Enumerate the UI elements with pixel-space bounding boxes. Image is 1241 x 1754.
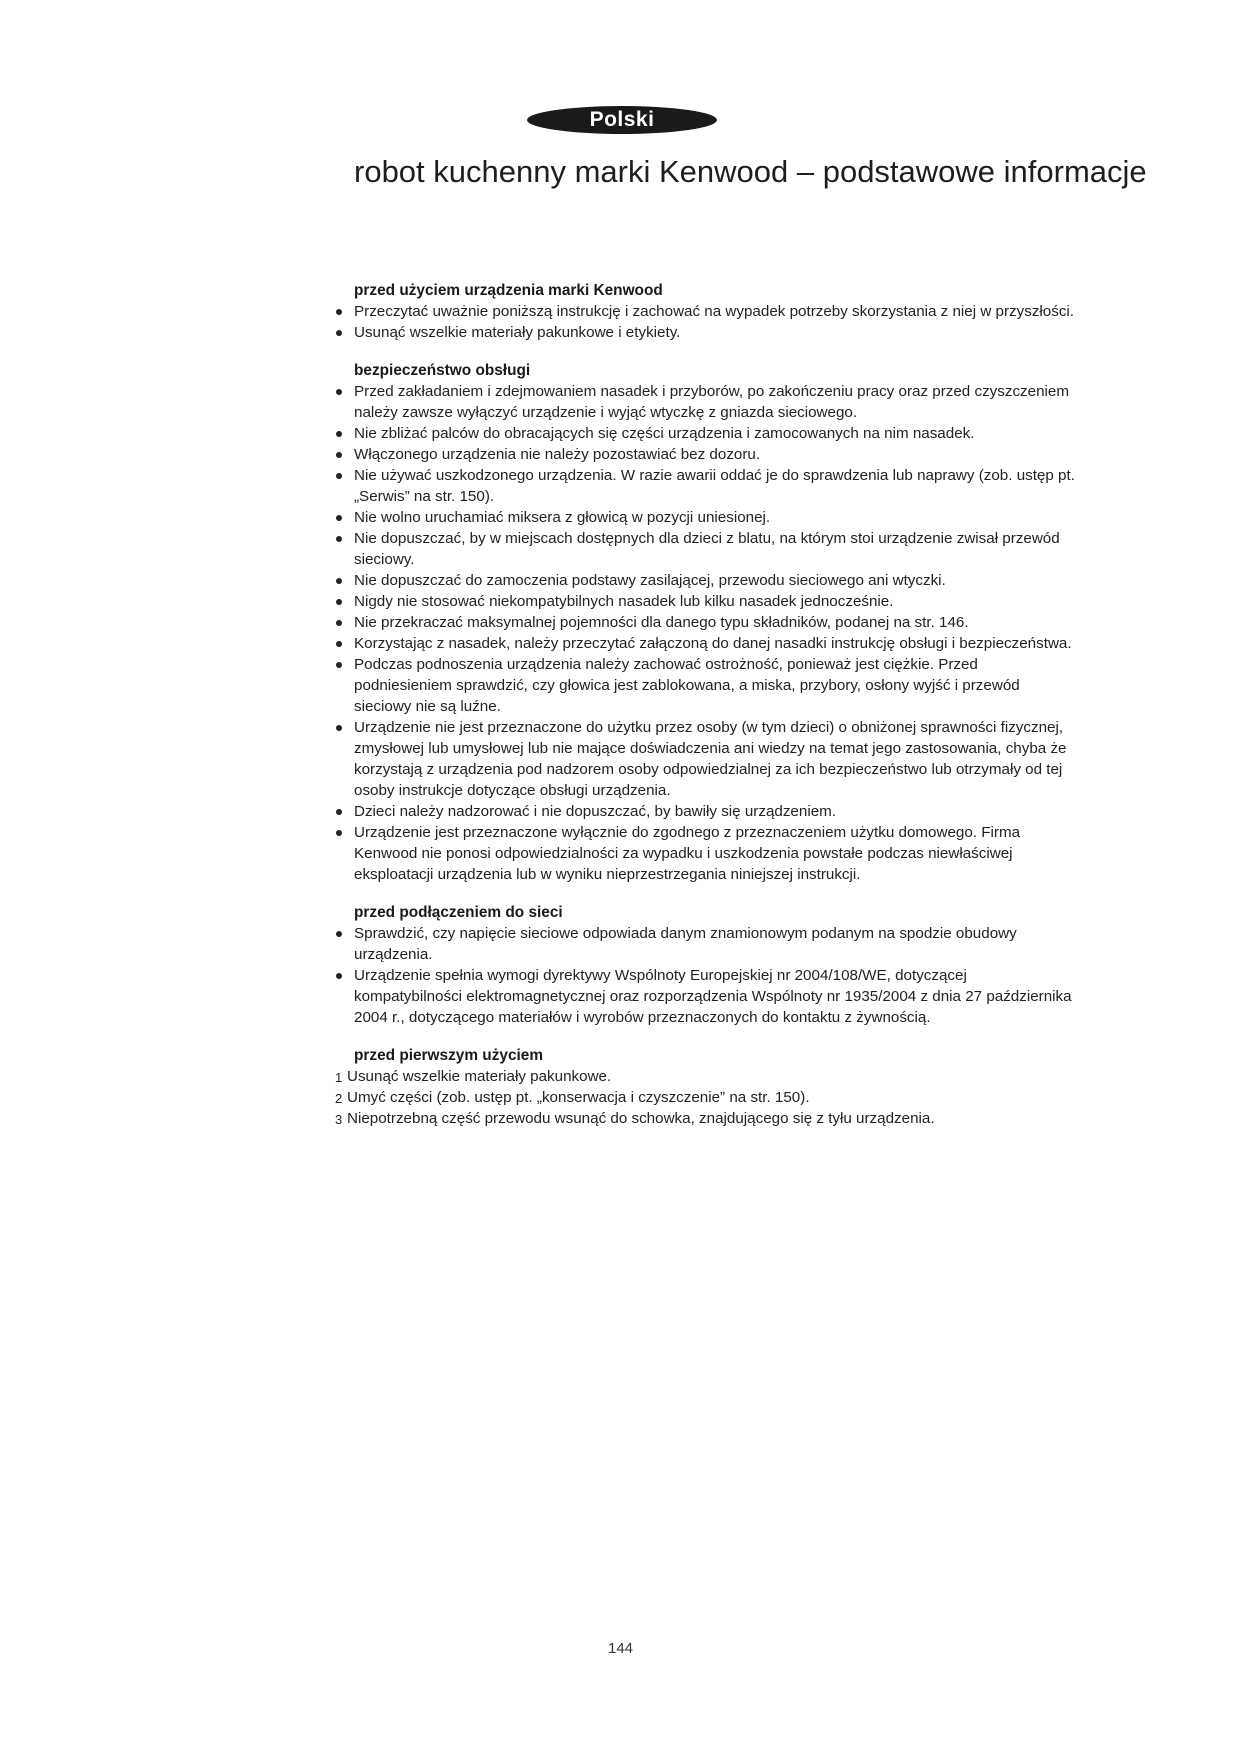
list-item: Urządzenie nie jest przeznaczone do użytku przez osoby (w tym dzieci) o obniżonej sprawności fizycznej, zmysłowej lub umysłowej lub nie mające doświadczenia ani wiedzy na temat jego zastosowania, chyba że korzystają z urządzenia pod nadzorem osoby odpowiedzialnej za ich bezpieczeństwo lub otrzymały od tej osoby instrukcje dotyczące obsługi urządzenia.: [335, 717, 1075, 801]
bullet-list: [335, 301, 1075, 343]
bullet-list: [335, 381, 1075, 885]
language-badge: Polski: [527, 106, 717, 134]
section-heading: przed podłączeniem do sieci: [354, 904, 563, 921]
list-item: Nie dopuszczać, by w miejscach dostępnych dla dzieci z blatu, na którym stoi urządzenie zwisał przewód sieciowy.: [335, 528, 1075, 570]
list-item: [335, 1087, 1075, 1108]
step-text: Umyć części (zob. ustęp pt. „konserwacja i czyszczenie” na str. 150).: [347, 1089, 810, 1106]
list-item: Włączonego urządzenia nie należy pozostawiać bez dozoru.: [335, 444, 1075, 465]
list-item: Nigdy nie stosować niekompatybilnych nasadek lub kilku nasadek jednocześnie.: [335, 591, 1075, 612]
list-item: Nie dopuszczać do zamoczenia podstawy zasilającej, przewodu sieciowego ani wtyczki.: [335, 570, 1075, 591]
list-item: [335, 1066, 1075, 1087]
step-number: 2: [335, 1091, 343, 1106]
section-heading: przed użyciem urządzenia marki Kenwood: [354, 282, 663, 299]
list-item: Przed zakładaniem i zdejmowaniem nasadek i przyborów, po zakończeniu pracy oraz przed czyszczeniem należy zawsze wyłączyć urządzenie i wyjąć wtyczkę z gniazda sieciowego.: [335, 381, 1075, 423]
list-item: Urządzenie spełnia wymogi dyrektywy Wspólnoty Europejskiej nr 2004/108/WE, dotyczącej kompatybilności elektromagnetycznej oraz rozporządzenia Wspólnoty nr 1935/2004 z dnia 27 października 2004 r., dotyczącego materiałów i wyrobów przeznaczonych do kontaktu z żywnością.: [335, 965, 1075, 1028]
step-text: Usunąć wszelkie materiały pakunkowe.: [347, 1068, 612, 1085]
list-item: Podczas podnoszenia urządzenia należy zachować ostrożność, ponieważ jest ciężkie. Przed podniesieniem sprawdzić, czy głowica jest zablokowana, a miska, przybory, osłony wyjść i przewód sieciowy nie są luźne.: [335, 654, 1075, 717]
list-item: Usunąć wszelkie materiały pakunkowe i etykiety.: [335, 322, 1075, 343]
list-item: Urządzenie jest przeznaczone wyłącznie do zgodnego z przeznaczeniem użytku domowego. Firma Kenwood nie ponosi odpowiedzialności za wypadku i uszkodzenia powstałe podczas niewłaściwej eksploatacji urządzenia lub w wyniku nieprzestrzegania niniejszej instrukcji.: [335, 822, 1075, 885]
section-heading: bezpieczeństwo obsługi: [354, 362, 531, 379]
list-item: Sprawdzić, czy napięcie sieciowe odpowiada danym znamionowym podanym na spodzie obudowy urządzenia.: [335, 923, 1075, 965]
bullet-list: [335, 923, 1075, 1028]
list-item: [335, 1108, 1075, 1129]
list-item: Nie używać uszkodzonego urządzenia. W razie awarii oddać je do sprawdzenia lub naprawy (zob. ustęp pt. „Serwis” na str. 150).: [335, 465, 1075, 507]
section-first-use: [335, 1045, 1075, 1129]
list-item: Nie zbliżać palców do obracających się części urządzenia i zamocowanych na nim nasadek.: [335, 423, 1075, 444]
page-title: robot kuchenny marki Kenwood – podstawowe informacje: [354, 154, 1147, 189]
list-item: Dzieci należy nadzorować i nie dopuszczać, by bawiły się urządzeniem.: [335, 801, 1075, 822]
step-text: Niepotrzebną część przewodu wsunąć do schowka, znajdującego się z tyłu urządzenia.: [347, 1110, 935, 1127]
step-number: 3: [335, 1112, 343, 1127]
step-number: 1: [335, 1070, 343, 1085]
page-number: 144: [607, 1640, 634, 1657]
list-item: Korzystając z nasadek, należy przeczytać załączoną do danej nasadki instrukcję obsługi i bezpieczeństwa.: [335, 633, 1075, 654]
list-item: Nie przekraczać maksymalnej pojemności dla danego typu składników, podanej na str. 146.: [335, 612, 1075, 633]
list-item: Przeczytać uważnie poniższą instrukcję i zachować na wypadek potrzeby skorzystania z niej w przyszłości.: [335, 301, 1075, 322]
section-safety: [335, 360, 1075, 885]
section-heading: przed pierwszym użyciem: [354, 1047, 544, 1064]
section-before-use: [335, 280, 1075, 343]
list-item: Nie wolno uruchamiać miksera z głowicą w pozycji uniesionej.: [335, 507, 1075, 528]
section-before-connecting: [335, 902, 1075, 1028]
document-body: [335, 280, 1075, 1146]
numbered-list: [335, 1066, 1075, 1129]
